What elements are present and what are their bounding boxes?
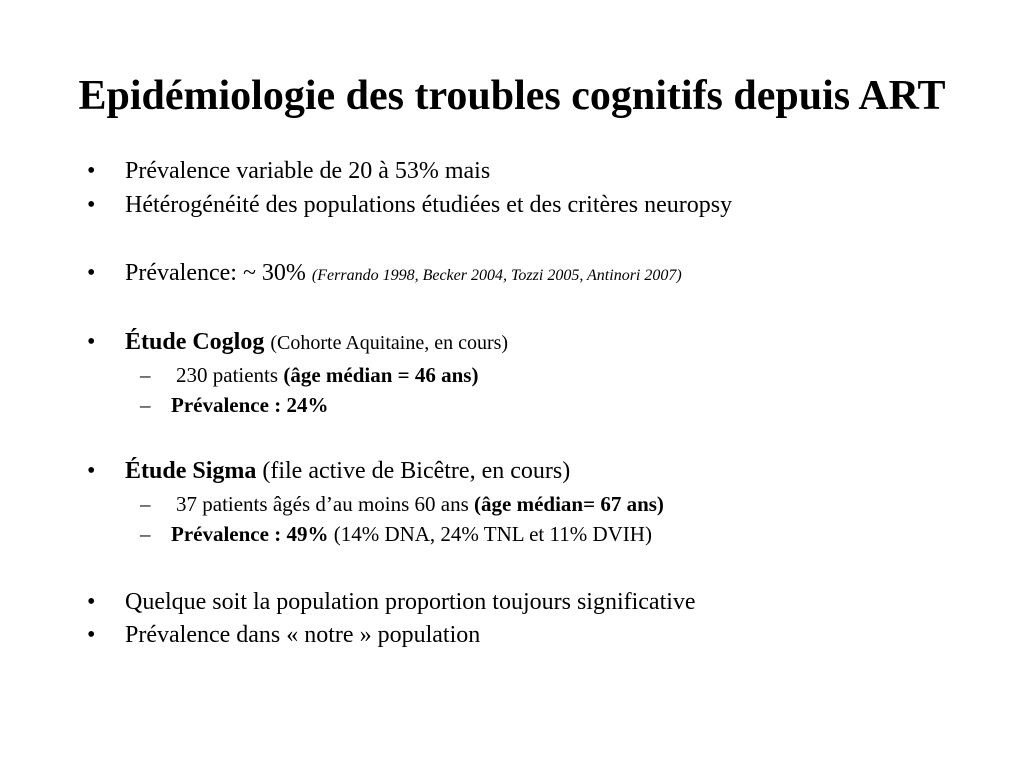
sub-text-group bbox=[171, 519, 652, 549]
sub-text-bold: Prévalence : 24% bbox=[171, 393, 329, 417]
study-name: Étude Coglog bbox=[125, 329, 265, 355]
bullet-text-group bbox=[125, 258, 682, 291]
bullet-text: Hétérogénéité des populations étudiées et des critères neuropsy bbox=[125, 192, 733, 218]
sub-text-bold: (âge médian = 46 ans) bbox=[283, 363, 479, 387]
dash-marker: – bbox=[140, 393, 151, 417]
sub-text-bold: (âge médian= 67 ans) bbox=[474, 492, 664, 516]
bullet-text: Quelque soit la population proportion toujours significative bbox=[125, 589, 696, 615]
sub-text-group bbox=[176, 489, 664, 519]
dash-marker: – bbox=[140, 492, 151, 516]
dash-marker: – bbox=[140, 522, 151, 546]
bullet-marker: • bbox=[87, 458, 96, 484]
sub-text-group bbox=[176, 360, 478, 390]
prevalence-text: Prévalence: ~ 30% bbox=[125, 260, 306, 286]
sub-text-plain: (14% DNA, 24% TNL et 11% DVIH) bbox=[333, 522, 652, 546]
bullet-marker: • bbox=[87, 622, 96, 648]
dash-marker: – bbox=[140, 363, 151, 387]
bullet-text-group bbox=[125, 327, 508, 358]
citation-text: (Ferrando 1998, Becker 2004, Tozzi 2005, Antinori 2007) bbox=[311, 267, 682, 284]
study-detail: (file active de Bicêtre, en cours) bbox=[262, 458, 571, 484]
bullet-marker: • bbox=[87, 192, 96, 218]
bullet-text-group bbox=[125, 456, 570, 486]
bullet-marker: • bbox=[87, 589, 96, 615]
bullet-marker: • bbox=[87, 158, 96, 184]
bullet-text: Prévalence dans « notre » population bbox=[125, 622, 481, 648]
sub-text-bold: Prévalence : 49% bbox=[171, 522, 329, 546]
bullet-marker: • bbox=[87, 329, 96, 355]
study-detail: (Cohorte Aquitaine, en cours) bbox=[270, 332, 509, 354]
sub-text-plain: 37 patients âgés d’au moins 60 ans bbox=[176, 492, 469, 516]
bullet-text: Prévalence variable de 20 à 53% mais bbox=[125, 158, 491, 184]
slide-title: Epidémiologie des troubles cognitifs depuis ART bbox=[78, 73, 946, 119]
bullet-marker: • bbox=[87, 260, 96, 286]
sub-text-group bbox=[171, 390, 328, 420]
study-name: Étude Sigma bbox=[125, 458, 257, 484]
sub-text-plain: 230 patients bbox=[176, 363, 279, 387]
